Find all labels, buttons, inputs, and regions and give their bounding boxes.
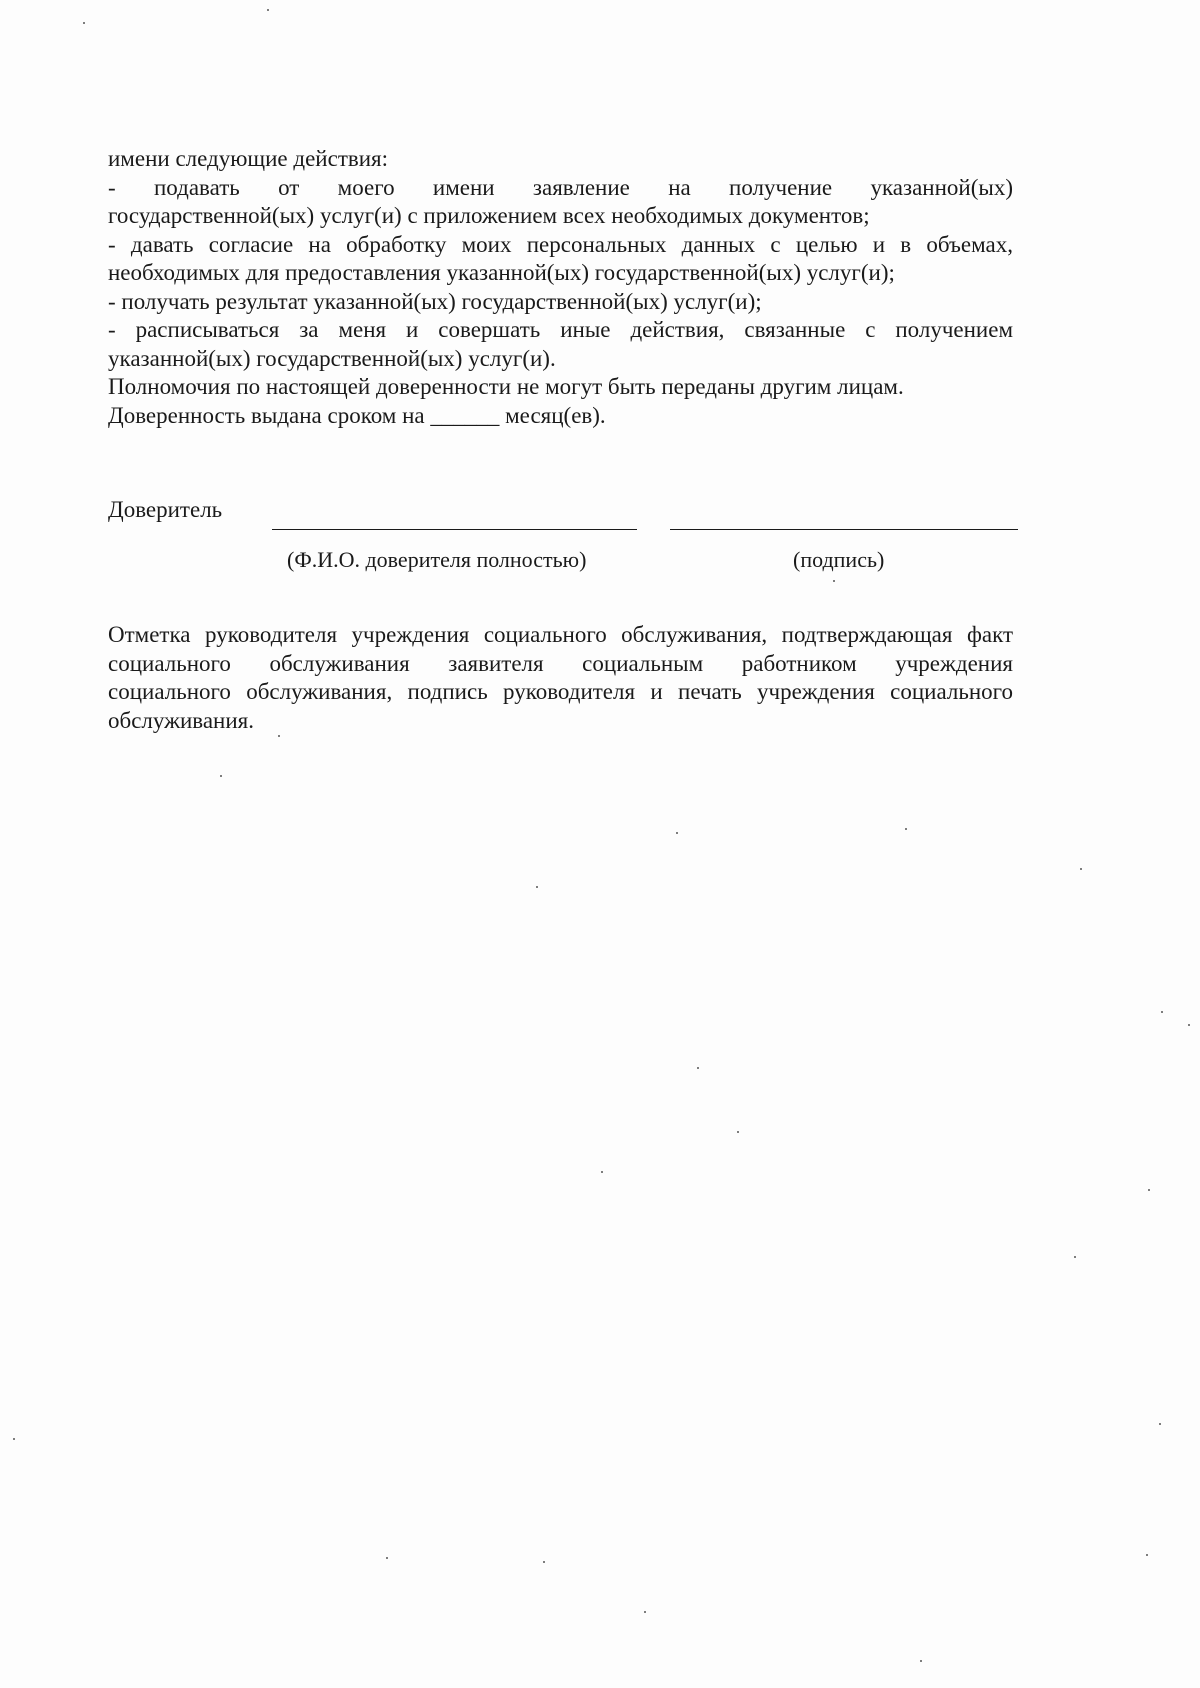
scan-speck <box>676 832 678 834</box>
note-line: социального обслуживания, подпись руководителя и печать учреждения социального <box>108 679 1013 704</box>
body-line: - подавать от моего имени заявление на получение указанной(ых) <box>108 174 1013 200</box>
body-line: указанной(ых) государственной(ых) услуг(и). <box>108 345 556 371</box>
body-line: имени следующие действия: <box>108 146 389 171</box>
scan-speck <box>737 1131 739 1133</box>
signature-line <box>670 529 1018 530</box>
signature-caption: (подпись) <box>793 547 885 572</box>
scan-speck <box>1188 1024 1190 1026</box>
body-line: Доверенность выдана сроком на ______ месяц(ев). <box>108 402 606 428</box>
scan-speck <box>543 1561 545 1563</box>
scan-speck <box>386 1557 388 1559</box>
scan-speck <box>278 735 280 737</box>
note-line: социального обслуживания заявителя социальным работником учреждения <box>108 650 1013 676</box>
scan-speck <box>1146 1554 1148 1556</box>
scan-speck <box>644 1611 646 1613</box>
scan-speck <box>13 1438 15 1440</box>
scan-speck <box>83 22 85 24</box>
note-line: обслуживания. <box>108 707 254 733</box>
body-line: Полномочия по настоящей доверенности не могут быть переданы другим лицам. <box>108 374 904 399</box>
scan-speck <box>1074 1256 1076 1258</box>
principal-name-line <box>272 529 637 530</box>
scan-speck <box>920 1660 922 1662</box>
body-line: необходимых для предоставления указанной(ых) государственной(ых) услуг(и); <box>108 260 895 285</box>
scan-speck <box>833 580 835 582</box>
body-line: - расписываться за меня и совершать иные действия, связанные с получением <box>108 317 1013 342</box>
scan-speck <box>1161 1011 1163 1013</box>
scan-speck <box>536 886 538 888</box>
scan-speck <box>267 9 269 11</box>
scan-speck <box>697 1067 699 1069</box>
powers-list <box>108 145 1013 430</box>
scan-speck <box>1080 868 1082 870</box>
director-note <box>108 621 1013 735</box>
scan-speck <box>601 1171 603 1173</box>
note-line: Отметка руководителя учреждения социального обслуживания, подтверждающая факт <box>108 622 1013 647</box>
principal-name-caption: (Ф.И.О. доверителя полностью) <box>287 547 587 572</box>
principal-label: Доверитель <box>108 497 223 522</box>
scan-speck <box>1148 1189 1150 1191</box>
scan-speck <box>905 828 907 830</box>
scan-speck <box>1159 1423 1161 1425</box>
body-line: - получать результат указанной(ых) государственной(ых) услуг(и); <box>108 288 762 314</box>
body-line: государственной(ых) услуг(и) с приложением всех необходимых документов; <box>108 203 870 228</box>
body-line: - давать согласие на обработку моих персональных данных с целью и в объемах, <box>108 231 1013 257</box>
scan-speck <box>220 775 222 777</box>
